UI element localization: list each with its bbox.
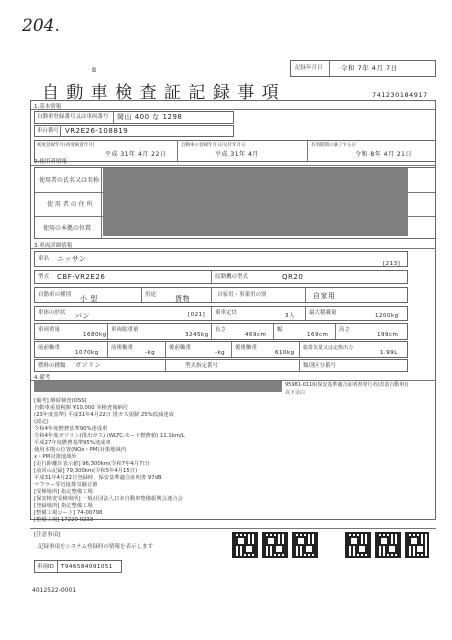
private-use-label: 自家用・事業用の別	[217, 292, 267, 298]
capacity-value: 3人	[285, 313, 295, 319]
use-value: 貨物	[175, 295, 190, 303]
chassis-label: 車台番号	[37, 128, 60, 134]
weight-label: 車両重量	[38, 327, 61, 333]
memo-line: [整備工場コード] 74-00798	[34, 510, 103, 516]
engine-value: QR20	[282, 273, 304, 281]
document-title: 自 動 車 検 査 証 記 録 事 項	[42, 83, 280, 103]
width-label: 幅	[277, 327, 283, 333]
memo-line: 令和4年度燃費基準90%達成車	[34, 426, 108, 432]
engine-label: 原動機の型式	[215, 274, 249, 280]
body-row	[34, 306, 408, 321]
category-label: 類別区分番号	[303, 363, 337, 369]
qr-code-5	[375, 532, 401, 558]
dates-row	[34, 140, 436, 162]
fuel-label: 燃料の種類	[38, 363, 66, 369]
vehicle-id-label: 車両ID	[37, 564, 54, 570]
rear-axle-label: 後後軸重	[235, 345, 258, 351]
rear-front-axle-value: -kg	[215, 350, 226, 356]
front-axle-label: 前前軸重	[38, 345, 61, 351]
front-axle-value: 1070kg	[75, 350, 99, 356]
section3-heading: 3.車両詳細情報	[34, 243, 73, 249]
vehicle-id-box	[34, 560, 122, 573]
height-label: 高さ	[339, 327, 351, 333]
memo-line: (23年度基準) 平成31年4月22日 排ガス規制 25%低減達成	[34, 412, 174, 418]
user-address-label: 使 用 者 の 住 所	[47, 201, 93, 208]
redacted-user-info	[103, 168, 408, 236]
maker-code: [213]	[383, 261, 401, 267]
max-load-label: 最大積載量	[309, 310, 337, 316]
width-value: 169cm	[307, 332, 329, 338]
registration-row	[34, 111, 234, 124]
maker-label: 車名	[38, 256, 50, 262]
memo-line: 令和4年度ガソリン(排出ガス) (WLTC:モード燃費値) 11.1km/L	[34, 433, 185, 439]
memo-line: マフラー等近接排気騒音値	[34, 482, 98, 488]
height-value: 199cm	[377, 332, 399, 338]
qr-code-4	[345, 532, 371, 558]
qr-code-6	[405, 532, 429, 558]
model-label: 型式	[38, 274, 50, 280]
kind-value: 小 型	[80, 295, 98, 303]
use-label: 用途	[145, 292, 157, 298]
rear-front-axle-label: 後前軸重	[169, 345, 192, 351]
fuel-row	[34, 359, 408, 372]
length-label: 長さ	[215, 327, 227, 333]
qr-code-2	[262, 532, 288, 558]
memo-line: [前回の記録] 79,300km(令和5年4月15日)	[34, 468, 138, 474]
displacement-value: 1.99L	[380, 350, 398, 356]
section2-heading: 2.使用者情報	[34, 159, 67, 165]
record-date-value: 令和 7年 4月 7日	[341, 64, 398, 72]
qr-code-1	[232, 532, 258, 558]
memo-line: x・PM対策地域外	[34, 454, 77, 460]
reference-line-1: 95981-0110(保安基準適合証明書発行者(改造自動車))	[285, 382, 409, 388]
gross-weight-value: 3245kg	[185, 332, 209, 338]
type-cert-label: 型式指定番号	[185, 363, 219, 369]
registration-value: 岡山 400 な 1298	[117, 113, 183, 121]
registration-date-label: 自動車の登録年月日/交付年月日	[181, 143, 246, 148]
redacted-remarks	[34, 381, 282, 392]
vehicle-id-value: T946584091051	[61, 564, 113, 570]
document-number: 741230184917	[372, 91, 428, 99]
body-value: バン	[75, 312, 90, 320]
length-value: 469cm	[245, 332, 267, 338]
memo-line: (認定)	[34, 419, 49, 425]
chassis-value: VR2E26-108819	[65, 127, 129, 135]
section4-heading: 4.備考	[34, 375, 51, 381]
series-mark: B	[92, 67, 97, 74]
memo-line: 使用本拠の位置(NOx・PM)対策地域内	[34, 447, 127, 453]
notice-text: 記録事項をシステム登録時の情報を表示します	[38, 544, 153, 550]
form-number: 4012522-0001	[32, 587, 77, 594]
memo-line: [登録場所] 指定整備工場	[34, 503, 93, 509]
body-label: 車体の形状	[38, 310, 66, 316]
memo-line: [備考] 継続検査(OSS)	[34, 398, 87, 404]
memo-line: 平成31年4月22日登録時、保安基準適合証明書 97dB	[34, 475, 162, 481]
base-location-label: 使用の本拠の位置	[43, 225, 92, 232]
max-load-value: 1200kg	[375, 313, 399, 319]
record-date-box	[290, 60, 436, 77]
front-rear-axle-label: 前後軸重	[111, 345, 134, 351]
front-rear-axle-value: -kg	[145, 350, 156, 356]
memo-line: 自動車重量税額 ¥10,000 本検査後納付	[34, 405, 129, 411]
kind-row	[34, 287, 408, 303]
reference-line-2: 以下余白	[285, 390, 306, 396]
expiry-value: 令和 8年 4月 21日	[355, 151, 412, 158]
rear-axle-value: 610kg	[275, 350, 295, 356]
body-code: [021]	[188, 312, 206, 318]
gross-weight-label: 車両総重量	[111, 327, 139, 333]
memo-line: [整備工場] 17220-0233	[34, 517, 94, 523]
first-registration-label: 初度登録年月(初度検査年月)	[37, 143, 95, 148]
record-date-label: 記録年月日	[295, 65, 323, 71]
user-name-label: 使用者の氏名又は名称	[39, 177, 100, 184]
maker-row	[34, 251, 408, 267]
first-registration-value: 平成 31年 4月 22日	[105, 151, 167, 158]
maker-value: ニッサン	[57, 255, 87, 263]
memo-line: [走行距離計表示値] 96,300km(令和7年4月7日)	[34, 461, 150, 467]
axle-row	[34, 341, 408, 358]
memo-line: 平成27年度燃費基準95%達成車	[34, 440, 111, 446]
private-use-value: 自家用	[313, 292, 336, 300]
memo-line: [保安検査受検場所] 一般社団法人日本自動車整備振興会連合会	[34, 496, 183, 502]
registration-label: 自動車登録番号又は車両番号	[37, 114, 109, 120]
model-row	[34, 270, 408, 284]
handwritten-note: 204.	[22, 16, 60, 36]
registration-date-value: 平成 31年 4月	[215, 151, 259, 158]
chassis-row	[34, 125, 234, 137]
dimensions-row	[34, 323, 408, 340]
displacement-label: 総排気量又は定格出力	[303, 345, 354, 351]
weight-value: 1680kg	[83, 332, 107, 338]
section1-heading: 1.基本情報	[34, 104, 62, 110]
qr-code-3	[292, 532, 318, 558]
model-value: CBF-VR2E26	[57, 273, 106, 281]
capacity-label: 乗車定員	[215, 310, 238, 316]
expiry-label: 有効期間の満了する日	[311, 143, 356, 148]
notice-heading: [注意事項]	[34, 532, 61, 538]
kind-label: 自動車の種別	[38, 292, 72, 298]
fuel-value: ガソリン	[75, 362, 102, 369]
memo-line: [受検場所] 指定整備工場	[34, 489, 93, 495]
